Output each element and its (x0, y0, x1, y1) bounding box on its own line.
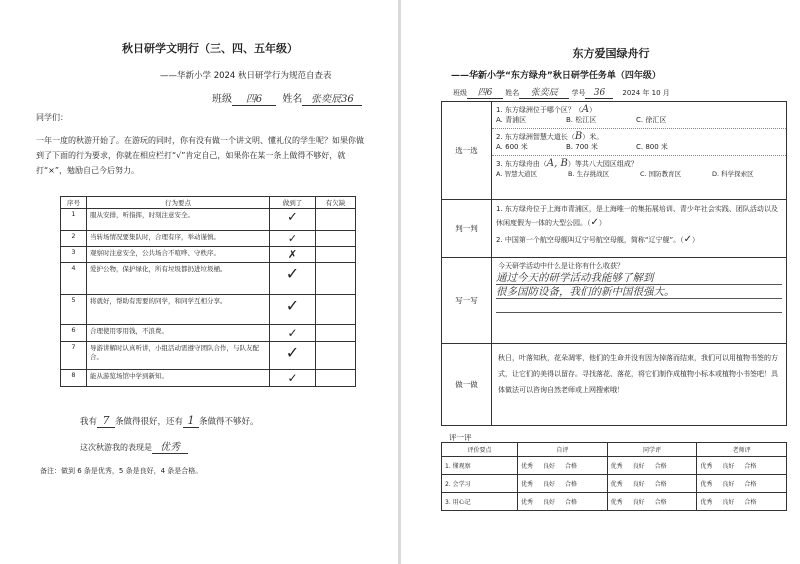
number-label: 学号 (571, 89, 586, 97)
row-text: 导游讲解时认真听讲，小组活动需遵守团队合作，与队友配合。 (87, 342, 270, 370)
header-done: 做到了 (270, 197, 316, 209)
row-lack-mark (316, 247, 356, 263)
row-done-mark: ✗ (270, 247, 316, 263)
note: 备注：做到 6 条是优秀，5 条是良好，4 条是合格。 (40, 467, 203, 475)
row-no: 5 (61, 295, 87, 325)
eval-row-label: 1. 懂观察 (442, 457, 518, 475)
right-title: 东方爱国绿舟行 (572, 47, 650, 60)
choose-question-1 (492, 102, 786, 129)
row-no: 2 (61, 231, 87, 247)
q1-option-c: C. 徐汇区 (636, 116, 667, 124)
row-done-mark: ✓ (270, 295, 316, 325)
write-area (492, 258, 787, 344)
left-subtitle: ——华新小学 2024 秋日研学行为规范自查表 (160, 71, 332, 81)
choose-question-2 (492, 129, 786, 156)
write-prompt: 今天研学活动中什么是让你有什么收获？ (498, 262, 624, 270)
header-item: 行为要点 (87, 197, 270, 209)
eval-teacher-levels (697, 475, 787, 493)
table-row (61, 209, 356, 231)
eval-header-self: 自评 (518, 443, 608, 457)
summary-done-count: 7 (97, 414, 115, 428)
number-value: 36 (585, 88, 613, 99)
write-answer-line-3 (496, 299, 782, 313)
level-pass: 合格 (654, 481, 667, 488)
row-lack-mark (316, 231, 356, 247)
eval-header-point: 评价要点 (442, 443, 518, 457)
q2-option-a: A. 600 米 (496, 143, 528, 151)
row-lack-mark (316, 263, 356, 295)
q1-answer: A (581, 104, 590, 115)
q2-answer: B (574, 131, 583, 142)
level-pass: 合格 (744, 463, 757, 470)
table-header-row (61, 197, 356, 209)
class-label: 班级 (453, 89, 467, 97)
class-value: 四6 (232, 90, 276, 106)
s2-end: ） (692, 236, 700, 244)
q1-text: 1. 东方绿洲位于哪个区？（ (496, 106, 582, 114)
section-label-write: 写一写 (442, 258, 492, 344)
eval-peer-levels (607, 457, 697, 475)
summary-text-3: 条做得不够好。 (199, 417, 259, 427)
evaluation-row (442, 493, 787, 511)
row-no: 8 (61, 370, 87, 387)
row-done-mark: ✓ (270, 370, 316, 387)
eval-header-teacher: 老师评 (697, 443, 787, 457)
level-good: 良好 (722, 463, 735, 470)
performance-line (80, 438, 188, 454)
row-done-mark: ✓ (270, 231, 316, 247)
row-done-mark: ✓ (270, 209, 316, 231)
table-row (61, 247, 356, 263)
level-good: 良好 (722, 499, 735, 506)
s2-answer: ✓ (683, 234, 693, 245)
section-do (442, 344, 787, 426)
level-pass: 合格 (744, 481, 757, 488)
table-row (61, 295, 356, 325)
q1-end: ） (589, 106, 597, 114)
eval-row-label: 3. 用心记 (442, 493, 518, 511)
level-excellent: 优秀 (521, 499, 534, 506)
level-excellent: 优秀 (521, 463, 534, 470)
summary-lack-count: 1 (183, 414, 199, 428)
section-label-do: 做一做 (442, 344, 492, 426)
row-no: 7 (61, 342, 87, 370)
class-label: 班级 (212, 94, 232, 105)
level-excellent: 优秀 (610, 481, 623, 488)
evaluation-header-row (442, 443, 787, 457)
row-text: 能从游览场馆中学到新知。 (87, 370, 270, 387)
q1-option-a: A. 青浦区 (496, 116, 527, 124)
level-pass: 合格 (565, 481, 578, 488)
level-pass: 合格 (654, 499, 667, 506)
row-no: 6 (61, 325, 87, 342)
intro-paragraph: 一年一度的秋游开始了。在游玩的同时，你有没有做一个讲文明、懂礼仪的学生呢？如果你做到了下面的行为要求，你就在相应栏打“√”肯定自己，如果你在某一条上做得不够好，就打“×”，勉励自己今后努力。 (36, 136, 364, 175)
table-row (61, 263, 356, 295)
row-done-mark: ✓ (270, 263, 316, 295)
level-good: 良好 (543, 463, 556, 470)
level-excellent: 优秀 (700, 481, 713, 488)
level-pass: 合格 (565, 499, 578, 506)
behavior-checklist-table (60, 196, 356, 387)
row-text: 观察时注意安全，公共场合不喧哗、守秩序。 (87, 247, 270, 263)
q2-option-c: C. 800 米 (636, 143, 668, 151)
judge-statement-2 (492, 233, 786, 250)
level-good: 良好 (543, 499, 556, 506)
greeting: 同学们： (36, 113, 68, 122)
evaluation-row (442, 457, 787, 475)
row-text: 爱护公物，保护绿化，所有垃圾都扔进垃圾桶。 (87, 263, 270, 295)
level-good: 良好 (632, 463, 645, 470)
row-text: 当转场情况要集队时，合理有序，举动谨慎。 (87, 231, 270, 247)
level-excellent: 优秀 (610, 463, 623, 470)
level-good: 良好 (632, 481, 645, 488)
row-lack-mark (316, 209, 356, 231)
name-value: 张奕辰36 (302, 90, 362, 106)
level-good: 良好 (632, 499, 645, 506)
q3-text: 3. 东方绿舟由（ (496, 160, 547, 168)
table-row (61, 231, 356, 247)
do-area (492, 344, 787, 426)
row-no: 1 (61, 209, 87, 231)
s1-answer: ✓ (590, 217, 599, 228)
s1-text: 1. 东方绿舟位于上海市青浦区，是上海唯一的集拓展培训、青少年社会实践、团队活动以及休闲度假为一体的大型公园。（ (496, 205, 778, 227)
evaluation-table (441, 442, 787, 511)
table-row (61, 325, 356, 342)
eval-peer-levels (607, 475, 697, 493)
q2-text: 2. 东方绿洲智慧大道长（ (496, 133, 575, 141)
table-row (61, 370, 356, 387)
level-pass: 合格 (565, 463, 578, 470)
eval-self-levels (518, 457, 608, 475)
eval-self-levels (518, 475, 608, 493)
q3-option-a: A. 智慧大道区 (496, 170, 537, 178)
left-page (0, 0, 398, 564)
eval-teacher-levels (697, 493, 787, 511)
evaluation-row (442, 475, 787, 493)
s2-text: 2. 中国第一个航空母舰叫辽宁号航空母舰，简称“辽宁舰”。（ (496, 236, 684, 244)
summary-text-2: 条做得很好，还有 (115, 417, 184, 427)
level-excellent: 优秀 (610, 499, 623, 506)
row-text: 服从安排，听指挥，时刻注意安全。 (87, 209, 270, 231)
choose-question-3 (492, 156, 786, 182)
summary-text-1: 我有 (80, 417, 98, 427)
right-student-info (453, 85, 670, 99)
evaluation-title: 评一评 (449, 433, 472, 442)
row-done-mark: ✓ (270, 325, 316, 342)
level-excellent: 优秀 (700, 499, 713, 506)
q3-option-b: B. 生存挑战区 (568, 170, 610, 178)
section-write (442, 258, 787, 344)
q2-option-b: B. 700 米 (566, 143, 598, 151)
header-no: 序号 (61, 197, 87, 209)
eval-self-levels (518, 493, 608, 511)
q1-option-b: B. 松江区 (566, 116, 597, 124)
header-lack: 有欠缺 (316, 197, 356, 209)
section-label-judge: 判一判 (442, 200, 492, 258)
q3-end: ）等共八大园区组成？ (567, 160, 638, 168)
level-excellent: 优秀 (700, 463, 713, 470)
table-row (61, 342, 356, 370)
choose-questions (492, 102, 787, 200)
left-student-info (212, 90, 362, 106)
write-answer-line-1: 通过今天的研学活动我能够了解到 (496, 271, 782, 285)
left-title: 秋日研学文明行（三、四、五年级） (122, 42, 298, 55)
eval-teacher-levels (697, 457, 787, 475)
right-subtitle: ——华新小学“东方绿舟”秋日研学任务单（四年级） (451, 71, 661, 81)
row-lack-mark (316, 295, 356, 325)
do-text: 秋日，叶落知秋，花朵凋零，他们的生命并没有因为掉落而结束，我们可以用植物书签的方式，让它们的美得以留存。寻找落花、落花，将它们制作成植物小标本或植物小书签吧！具体做法可以咨询自然老师或上网搜索哦！ (498, 354, 778, 394)
row-text: 将就好，帮助有需要的同学，和同学互相分享。 (87, 295, 270, 325)
task-table (441, 101, 787, 426)
q3-option-d: D. 科学探索区 (712, 170, 754, 178)
level-pass: 合格 (744, 499, 757, 506)
summary-line (80, 414, 259, 428)
eval-header-peer: 同学评 (607, 443, 697, 457)
section-choose (442, 102, 787, 200)
row-lack-mark (316, 325, 356, 342)
q3-option-c: C. 国防教育区 (640, 170, 682, 178)
eval-peer-levels (607, 493, 697, 511)
level-good: 良好 (722, 481, 735, 488)
q3-answer: A, B (546, 158, 568, 169)
row-lack-mark (316, 370, 356, 387)
right-page (401, 0, 800, 564)
judge-statement-1 (492, 200, 786, 233)
class-value: 四6 (467, 85, 503, 99)
s1-end: ） (598, 219, 606, 227)
performance-label: 这次秋游我的表现是 (80, 443, 152, 452)
task-date: 2024 年 10 月 (622, 89, 670, 97)
level-good: 良好 (543, 481, 556, 488)
section-label-choose: 选一选 (442, 102, 492, 200)
row-lack-mark (316, 342, 356, 370)
row-no: 3 (61, 247, 87, 263)
name-label: 姓名 (505, 89, 520, 97)
row-text: 合理使用零用钱，不浪费。 (87, 325, 270, 342)
name-label: 姓名 (282, 94, 303, 105)
row-no: 4 (61, 263, 87, 295)
performance-value: 优秀 (152, 438, 188, 454)
name-value: 张奕辰 (519, 85, 569, 99)
section-judge (442, 200, 787, 258)
q2-end: ）米。 (582, 133, 604, 141)
level-pass: 合格 (654, 463, 667, 470)
eval-row-label: 2. 会学习 (442, 475, 518, 493)
write-answer-line-2: 很多国防设备，我们的新中国很强大。 (496, 285, 782, 299)
row-done-mark: ✓ (270, 342, 316, 370)
judge-statements (492, 200, 787, 258)
level-excellent: 优秀 (521, 481, 534, 488)
